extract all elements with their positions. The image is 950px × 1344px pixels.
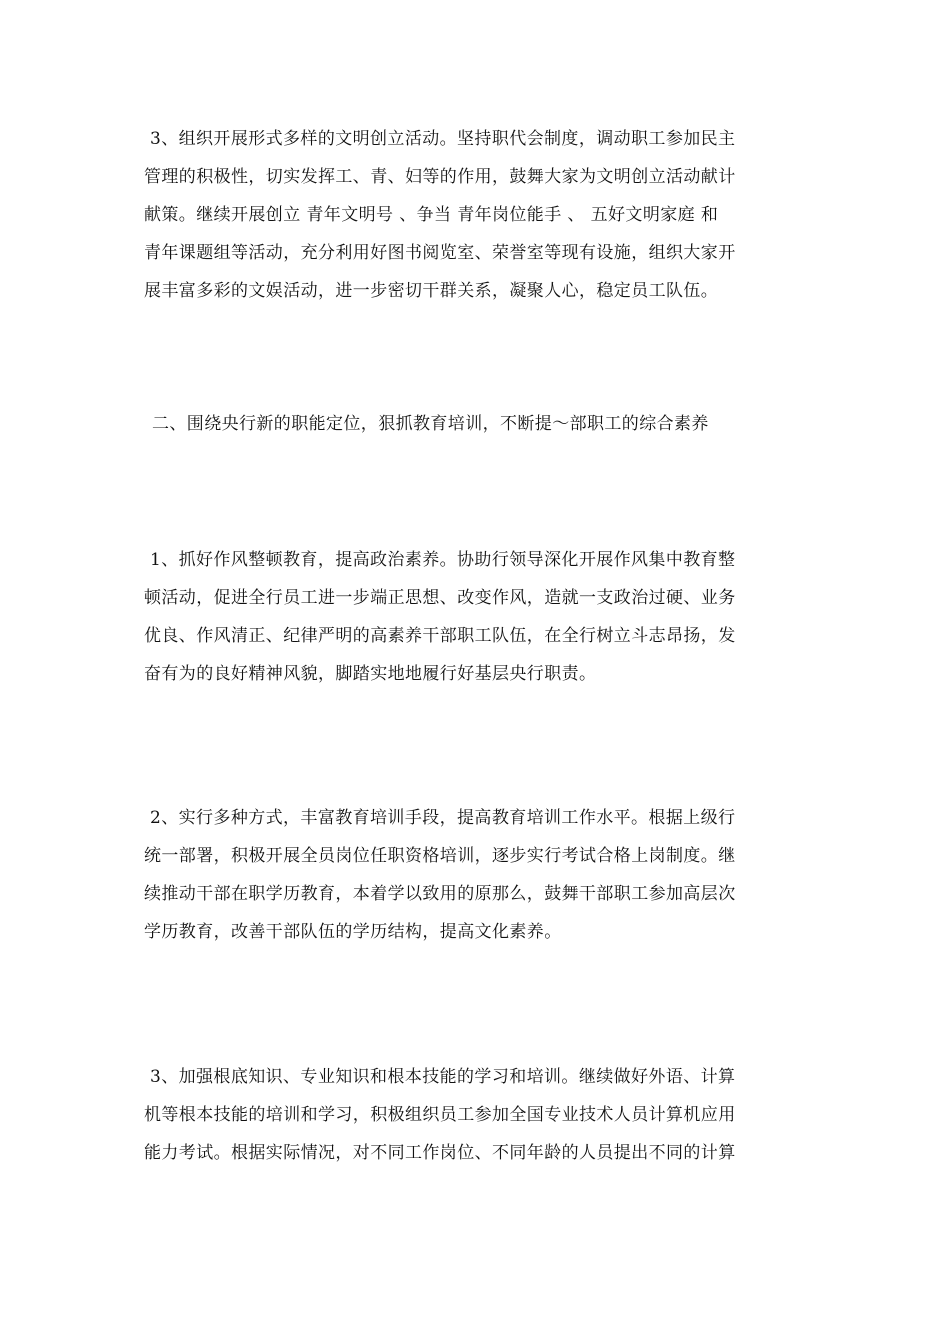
paragraph-basic-skills bbox=[144, 1058, 798, 1172]
text-line: 2、实行多种方式，丰富教育培训手段，提高教育培训工作水平。根据上级行 bbox=[150, 808, 736, 828]
section-heading: 二、围绕央行新的职能定位，狠抓教育培训，不断提～部职工的综合素养 bbox=[152, 414, 709, 434]
text-line: 3、组织开展形式多样的文明创立活动。坚持职代会制度，调动职工参加民主 bbox=[150, 129, 736, 149]
text-line: 统一部署，积极开展全员岗位任职资格培训，逐步实行考试合格上岗制度。继 bbox=[144, 846, 736, 866]
text-line: 能力考试。根据实际情况，对不同工作岗位、不同年龄的人员提出不同的计算 bbox=[144, 1143, 736, 1163]
text-line: 机等根本技能的培训和学习，积极组织员工参加全国专业技术人员计算机应用 bbox=[144, 1105, 736, 1125]
text-line: 1、抓好作风整顿教育，提高政治素养。协助行领导深化开展作风集中教育整 bbox=[150, 550, 736, 570]
text-line: 3、加强根底知识、专业知识和根本技能的学习和培训。继续做好外语、计算 bbox=[150, 1067, 736, 1087]
text-line: 顿活动，促进全行员工进一步端正思想、改变作风，造就一支政治过硬、业务 bbox=[144, 588, 736, 608]
text-line: 学历教育，改善干部队伍的学历结构，提高文化素养。 bbox=[144, 922, 562, 942]
text-line: 管理的积极性，切实发挥工、青、妇等的作用，鼓舞大家为文明创立活动献计 bbox=[144, 167, 736, 187]
text-line: 优良、作风清正、纪律严明的高素养干部职工队伍，在全行树立斗志昂扬，发 bbox=[144, 626, 736, 646]
text-line: 续推动干部在职学历教育，本着学以致用的原那么，鼓舞干部职工参加高层次 bbox=[144, 884, 736, 904]
text-line: 奋有为的良好精神风貌，脚踏实地地履行好基层央行职责。 bbox=[144, 664, 597, 684]
text-line: 献策。继续开展创立 青年文明号 、争当 青年岗位能手 、 五好文明家庭 和 bbox=[144, 205, 719, 225]
paragraph-training-methods bbox=[144, 799, 798, 951]
paragraph-civilization-activities bbox=[144, 120, 798, 310]
text-line: 展丰富多彩的文娱活动，进一步密切干群关系，凝聚人心，稳定员工队伍。 bbox=[144, 281, 719, 301]
paragraph-work-style bbox=[144, 541, 798, 693]
text-line: 青年课题组等活动，充分利用好图书阅览室、荣誉室等现有设施，组织大家开 bbox=[144, 243, 736, 263]
